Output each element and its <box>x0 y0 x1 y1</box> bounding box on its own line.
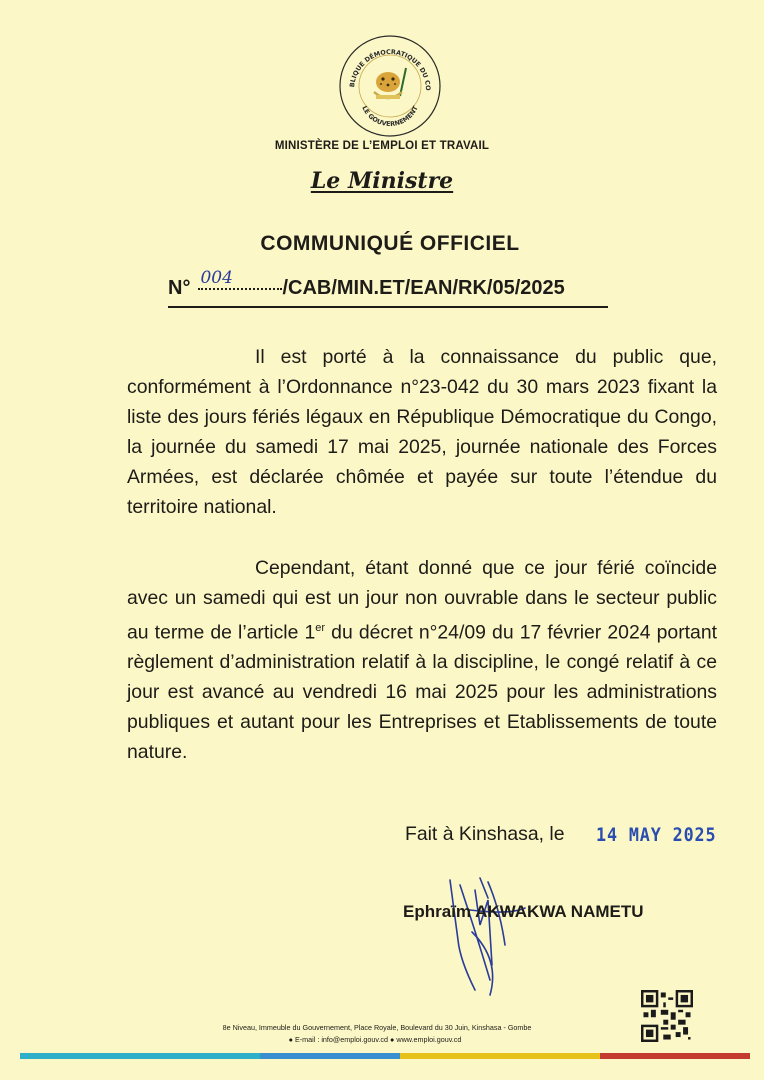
signatory-name: Ephraïm AKWAKWA NAMETU <box>403 902 644 921</box>
signature-icon <box>430 870 580 1010</box>
seal-top-text: BLIQUE DÉMOCRATIQUE DU CO <box>348 47 433 91</box>
footer-color-bar <box>20 1053 750 1059</box>
ref-suffix: /CAB/MIN.ET/EAN/RK/05/2025 <box>282 277 565 299</box>
government-seal <box>336 32 444 140</box>
reference-number <box>168 268 608 308</box>
bar-segment-yellow <box>400 1053 600 1059</box>
superscript-er: er <box>315 622 326 634</box>
minister-title: Le Ministre <box>310 168 454 194</box>
footer-email: E-mail : info@emploi.gouv.cd <box>294 1035 389 1044</box>
bullet-icon: ● <box>388 1035 397 1044</box>
paragraph-2-part-a: Cependant, étant donné que ce jour férié coïncide avec un samedi qui est un jour non ouvrable dans le secteur public au terme de l’article 1 <box>127 557 717 644</box>
paragraph-1: Il est porté à la connaissance du public que, conformément à l’Ordonnance n°23-042 du 30 mars 2023 fixant la liste des jours fériés légaux en République Démocratique du Congo, la journée du samedi 17 mai 2025, journée nationale des Forces Armées, est déclarée chômée et payée sur toute l’étendue du territoire national. <box>127 346 717 518</box>
place-line: Fait à Kinshasa, le <box>405 823 565 845</box>
bar-segment-blue <box>260 1053 400 1059</box>
footer-contacts <box>0 1035 757 1044</box>
paragraph-2-part-b: du décret n°24/09 du 17 février 2024 portant règlement d’administration relatif à la discipline, le congé relatif à ce jour est avancé au vendredi 16 mai 2025 pour les administrations publiques et autant pour les Entreprises et Etablissements de toute nature. <box>127 621 717 764</box>
bullet-icon: ● <box>288 1035 295 1044</box>
svg-text:LE GOUVERNEMENT <box>360 104 420 128</box>
footer-website: www.emploi.gouv.cd <box>396 1035 462 1044</box>
seal-bottom-text: LE GOUVERNEMENT <box>360 104 420 129</box>
bar-segment-cyan <box>20 1053 260 1059</box>
ministry-name: MINISTÈRE DE L’EMPLOI ET TRAVAIL <box>274 140 490 152</box>
date-stamp: 14 MAY 2025 <box>596 824 717 846</box>
communique-title: COMMUNIQUÉ OFFICIEL <box>260 232 520 255</box>
seal-emblem-icon <box>336 32 444 140</box>
footer-address: 8e Niveau, Immeuble du Gouvernement, Place Royale, Boulevard du 30 Juin, Kinshasa - Gombe <box>222 1023 532 1032</box>
handwritten-number-field <box>198 270 282 290</box>
paragraph-2 <box>127 553 717 767</box>
ref-prefix: N° <box>168 277 191 299</box>
bar-segment-red <box>600 1053 750 1059</box>
handwritten-number: 004 <box>200 268 233 288</box>
